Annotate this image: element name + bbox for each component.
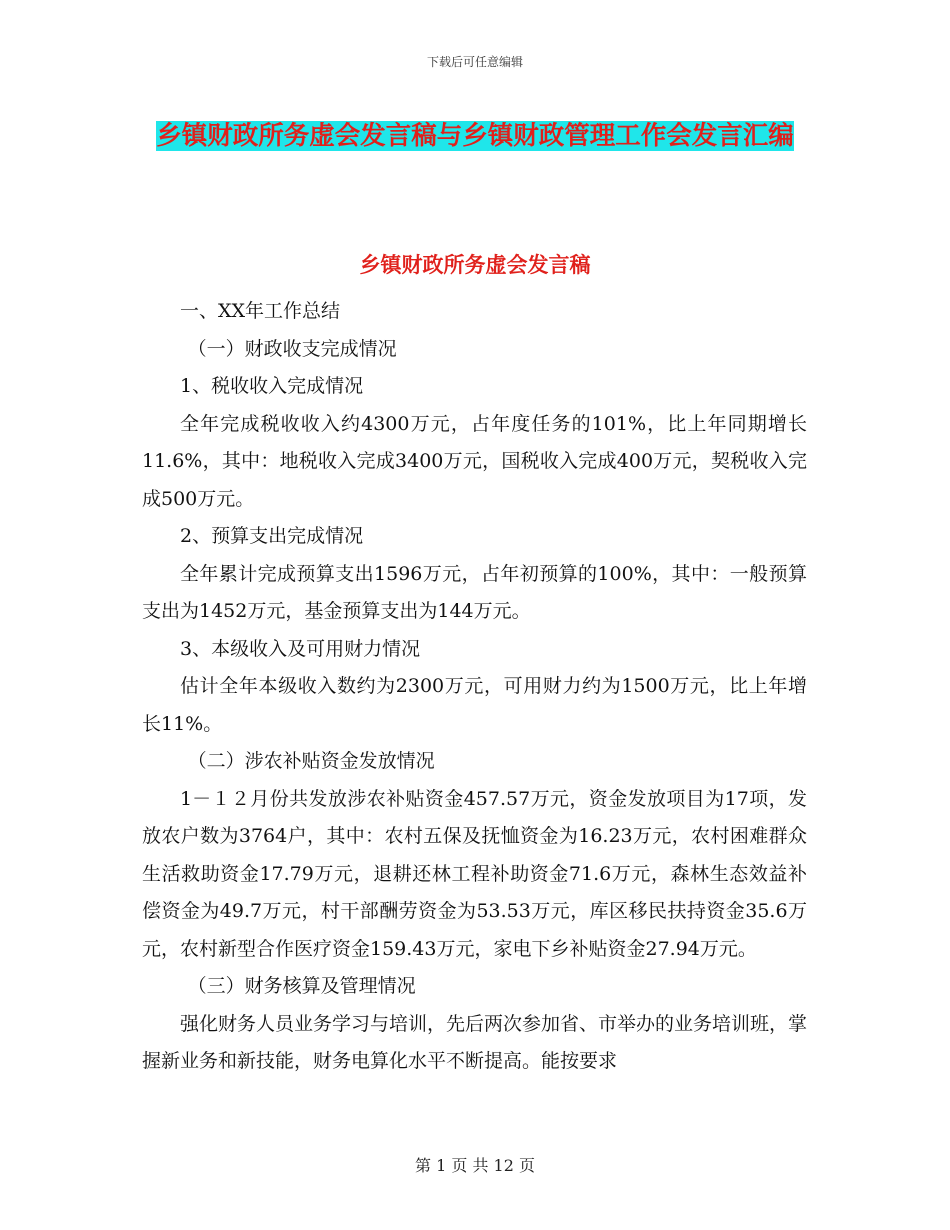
header-note: 下载后可任意编辑	[426, 55, 523, 69]
subheading-subsidies: （二）涉农补贴资金发放情况	[187, 750, 435, 772]
item-tax-revenue: 1、税收收入完成情况	[180, 375, 364, 397]
paragraph-budget-expenditure: 全年累计完成预算支出1596万元，占年初预算的100%，其中：一般预算支出为1452万元，基金预算支出为144万元。	[142, 562, 807, 622]
document-title-text: 乡镇财政所务虚会发言稿与乡镇财政管理工作会发言汇编	[156, 121, 794, 151]
item-budget-expenditure: 2、预算支出完成情况	[180, 525, 364, 547]
heading-summary: 一、XX年工作总结	[180, 300, 341, 322]
item-local-revenue: 3、本级收入及可用财力情况	[180, 637, 421, 660]
section-title: 乡镇财政所务虚会发言稿	[359, 253, 591, 277]
subheading-accounting: （三）财务核算及管理情况	[187, 975, 416, 997]
paragraph-tax-revenue: 全年完成税收收入约4300万元，占年度任务的101%，比上年同期增长11.6%，其中：地税收入完成3400万元，国税收入完成400万元，契税收入完成500万元。	[142, 412, 807, 510]
paragraph-local-revenue: 估计全年本级收入数约为2300万元，可用财力约为1500万元，比上年增长11%。	[142, 675, 807, 735]
paragraph-accounting: 强化财务人员业务学习与培训，先后两次参加省、市举办的业务培训班，掌握新业务和新技能，财务电算化水平不断提高。能按要求	[142, 1012, 808, 1072]
document-body	[142, 293, 807, 1081]
page-number: 第 1 页 共 12 页	[415, 1156, 535, 1175]
paragraph-subsidies: 1－１２月份共发放涉农补贴资金457.57万元，资金发放项目为17项，发放农户数为3764户，其中：农村五保及抚恤资金为16.23万元，农村困难群众生活救助资金17.79万元，退耕还林工程补助资金71.6万元，森林生态效益补偿资金为49.7万元，村干部酬劳资金为53.53万元，库区移民扶持资金35.6万元，农村新型合作医疗资金159.43万元，家电下乡补贴资金27.94万元。	[142, 787, 807, 960]
subheading-revenue-expenditure: （一）财政收支完成情况	[187, 337, 397, 360]
document-title	[140, 112, 810, 160]
